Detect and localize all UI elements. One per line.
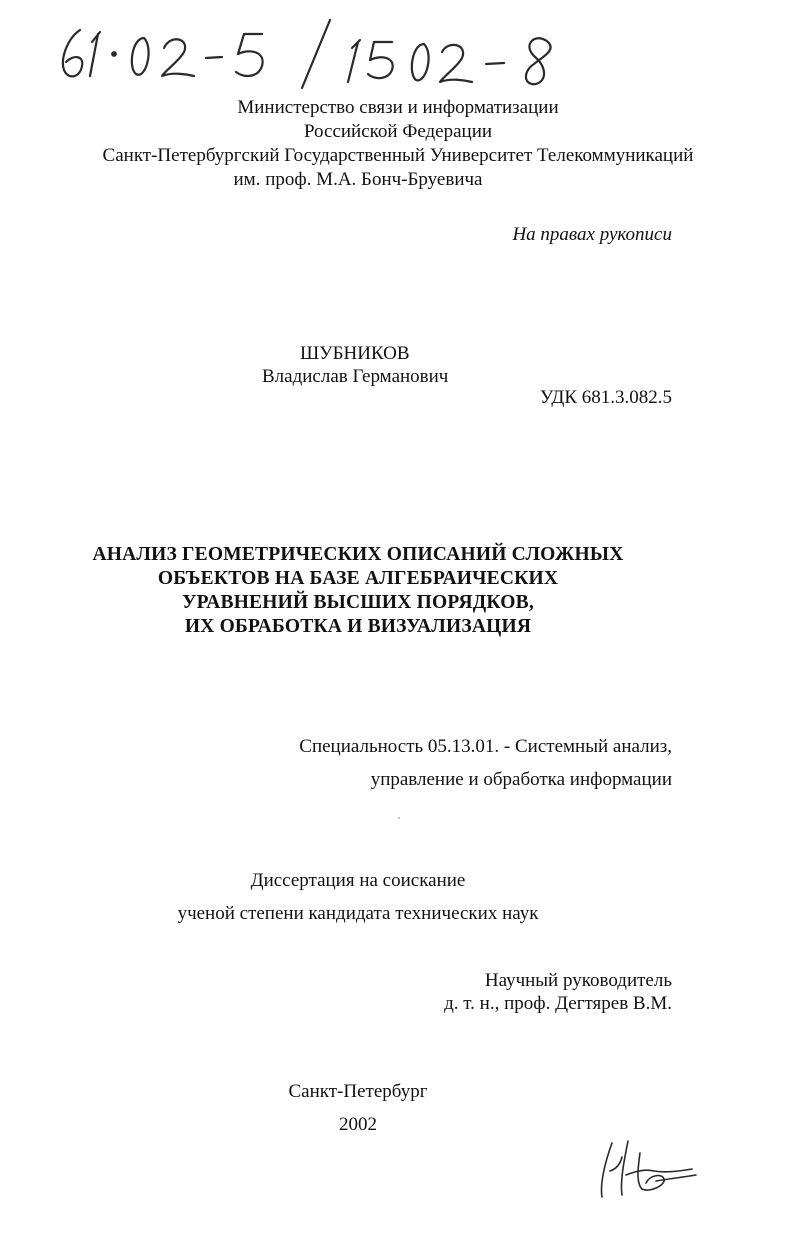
author-given-names: Владислав Германович <box>262 366 449 387</box>
handwritten-archive-number <box>40 8 600 88</box>
specialty-line-1: Специальность 05.13.01. - Системный анализ, <box>299 736 672 757</box>
supervisor-role: Научный руководитель <box>484 970 672 991</box>
title-line-4: ИХ ОБРАБОТКА И ВИЗУАЛИЗАЦИЯ <box>184 616 532 637</box>
supervisor-name: д. т. н., проф. Дегтярев В.М. <box>444 993 672 1014</box>
city: Санкт-Петербург <box>288 1081 428 1102</box>
specialty-line-2: управление и обработка информации <box>370 769 672 790</box>
country-line: Российской Федерации <box>303 121 493 142</box>
ministry-line: Министерство связи и информатизации <box>237 97 559 118</box>
signature-mark <box>596 1135 706 1205</box>
title-line-1: АНАЛИЗ ГЕОМЕТРИЧЕСКИХ ОПИСАНИЙ СЛОЖНЫХ <box>92 544 624 565</box>
paper-speck <box>398 817 400 819</box>
author-surname: ШУБНИКОВ <box>300 343 410 364</box>
year: 2002 <box>339 1114 377 1135</box>
title-line-2: ОБЪЕКТОВ НА БАЗЕ АЛГЕБРАИЧЕСКИХ <box>157 568 559 589</box>
udc-code: УДК 681.3.082.5 <box>539 387 672 408</box>
dissertation-line-1: Диссертация на соискание <box>250 870 466 891</box>
rights-note: На правах рукописи <box>512 224 672 245</box>
named-after-line: им. проф. М.А. Бонч-Бруевича <box>233 169 483 190</box>
university-line: Санкт-Петербургский Государственный Университет Телекоммуникаций <box>102 145 694 166</box>
dissertation-line-2: ученой степени кандидата технических наук <box>177 903 539 924</box>
title-line-3: УРАВНЕНИЙ ВЫСШИХ ПОРЯДКОВ, <box>182 592 534 613</box>
